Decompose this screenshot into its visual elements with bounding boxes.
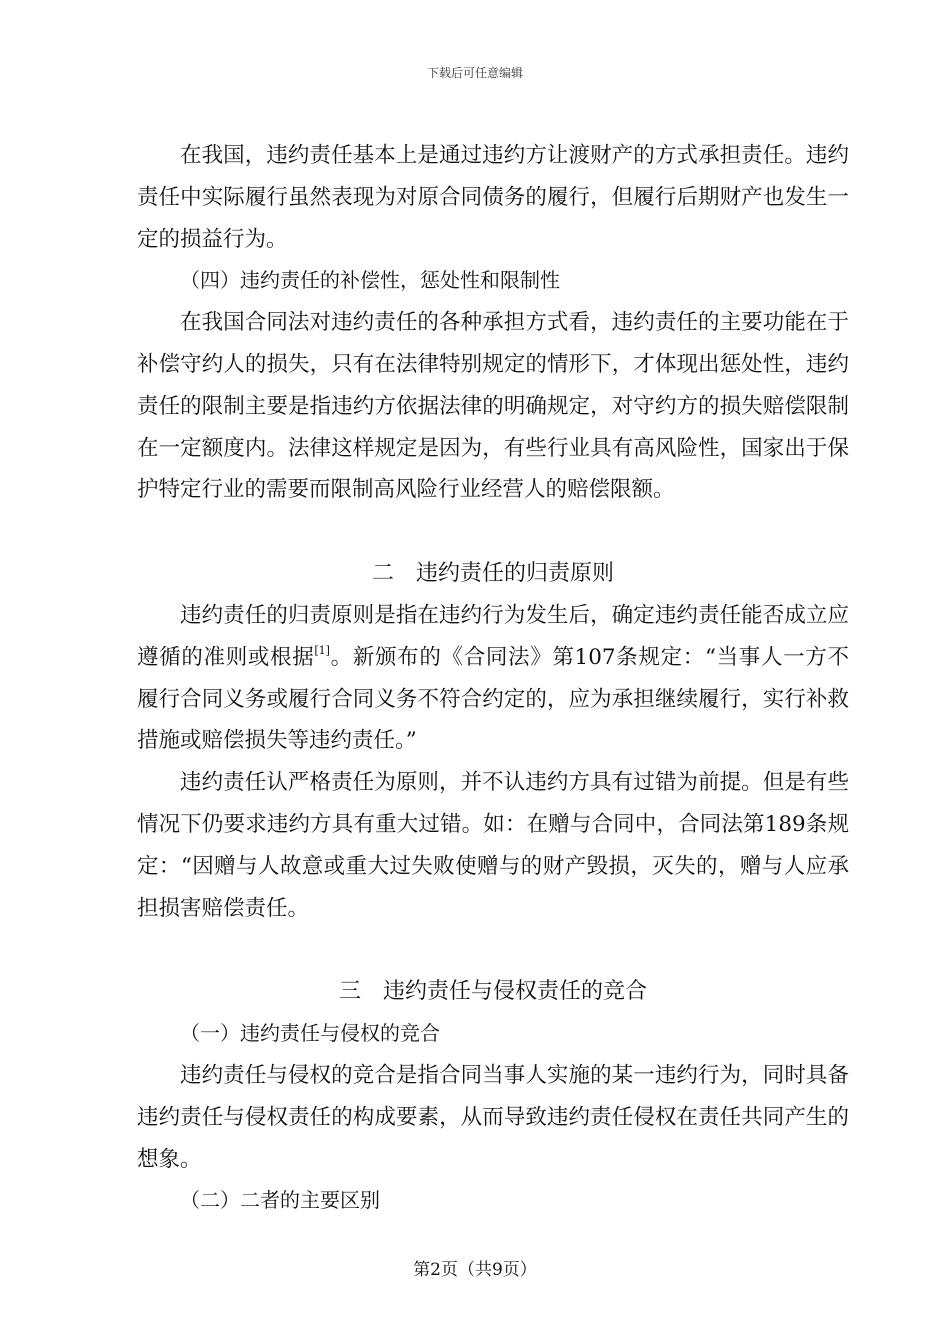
section-spacer (137, 929, 849, 971)
subheading-main-differences: （二）二者的主要区别 (180, 1188, 380, 1213)
paragraph-attribution-text-b: 。新颁布的《合同法》第107条规定：“当事人一方不履行合同义务或履行合同义务不符合约定的，应为承担继续履行，实行补救措施或赔偿损失等违约责任。” (137, 644, 849, 754)
citation-ref: [1] (314, 643, 330, 657)
section-heading-attribution-principle: 二 违约责任的归责原则 (371, 561, 614, 587)
subheading-concurrence: （一）违约责任与侵权的竞合 (180, 1021, 440, 1046)
paragraph-concurrence-definition: 违约责任与侵权的竞合是指合同当事人实施的某一违约行为，同时具备违约责任与侵权责任的构成要素，从而导致违约责任侵权在责任共同产生的想象。 (137, 1062, 849, 1172)
page-header: 下载后可任意编辑 (426, 66, 523, 80)
page-footer: 第2页（共9页） (413, 1260, 537, 1280)
section-heading-concurrence: 三 违约责任与侵权责任的竞合 (338, 979, 647, 1005)
paragraph-attribution-text-a: 违约责任的归责原则是指在违约行为发生后，确定违约责任能否成立应遵循的准则或根据 (137, 602, 849, 670)
paragraph-compensation-limits: 在我国合同法对违约责任的各种承担方式看，违约责任的主要功能在于补偿守约人的损失，只有在法律特别规定的情形下，才体现出惩处性，违约责任的限制主要是指违约方依据法律的明确规定，对守约方的损失赔偿限制在一定额度内。法律这样规定是因为，有些行业具有高风险性，国家出于保护特定行业的需要而限制高风险行业经营人的赔偿限额。 (137, 310, 849, 503)
document-body (137, 135, 849, 1222)
subheading-compensatory-nature: （四）违约责任的补偿性，惩处性和限制性 (180, 268, 560, 293)
section-spacer (137, 511, 849, 553)
paragraph-strict-liability: 违约责任认严格责任为原则，并不认违约方具有过错为前提。但是有些情况下仍要求违约方具有重大过错。如：在赠与合同中，合同法第189条规定：“因赠与人故意或重大过失败使赠与的财产毁损，灭失的，赠与人应承担损害赔偿责任。 (137, 770, 849, 921)
paragraph-attribution-definition (137, 595, 849, 762)
paragraph-liability-transfer: 在我国，违约责任基本上是通过违约方让渡财产的方式承担责任。违约责任中实际履行虽然表现为对原合同债务的履行，但履行后期财产也发生一定的损益行为。 (137, 143, 849, 252)
